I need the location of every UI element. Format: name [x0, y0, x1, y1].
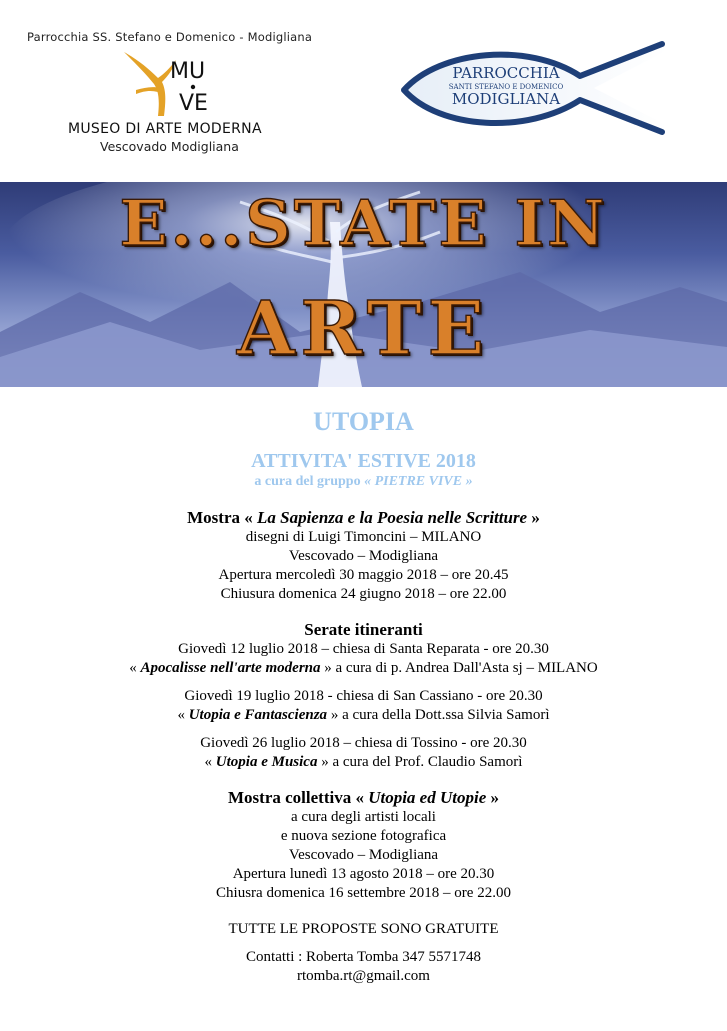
event-item [0, 734, 727, 772]
exhibition-venue: Vescovado – Modigliana [288, 548, 439, 564]
collective-line1: a cura degli artisti locali [291, 809, 436, 825]
fish-place: MODIGLIANA [451, 90, 561, 108]
exhibition-opening: Apertura mercoledì 30 maggio 2018 – ore 20.45 [218, 567, 509, 583]
exhibition-title: La Sapienza e la Poesia nelle Scritture [257, 508, 528, 527]
contacts: Contatti : Roberta Tomba 347 5571748 [246, 949, 481, 965]
curated-by [0, 473, 727, 490]
curated-group: « PIETRE VIVE » [364, 474, 473, 489]
subtitle: ATTIVITA' ESTIVE 2018 [251, 450, 476, 472]
banner-title-line1: E...STATE IN [119, 186, 608, 260]
curated-prefix: a cura del gruppo [254, 474, 365, 489]
event-detail: « Utopia e Musica » a cura del Prof. Claudio Samorì [204, 754, 523, 770]
banner-title-line2: ARTE [236, 286, 491, 372]
logo-mu-text: MU [170, 59, 206, 84]
museum-name: MUSEO DI ARTE MODERNA [68, 121, 262, 137]
event-detail: « Utopia e Fantascienza » a cura della Dott.ssa Silvia Samorì [177, 707, 550, 723]
contact-email[interactable]: rtomba.rt@gmail.com [297, 968, 430, 984]
collective-title: Utopia ed Utopie [368, 788, 487, 807]
event-title: Utopia e Fantascienza [188, 707, 328, 723]
parish-fish-logo [398, 38, 670, 138]
muve-logo [118, 46, 228, 120]
exhibition-closing: Chiusura domenica 24 giugno 2018 – ore 22.00 [220, 586, 507, 602]
page-title: UTOPIA [313, 407, 414, 436]
fish-title: PARROCCHIA [452, 64, 560, 82]
collective-closing: Chiusra domenica 16 settembre 2018 – ore 22.00 [216, 885, 511, 901]
collective-heading: Mostra collettiva « Utopia ed Utopie » [228, 788, 499, 807]
exhibition-section [0, 507, 727, 604]
content [0, 405, 727, 986]
free-notice: TUTTE LE PROPOSTE SONO GRATUITE [228, 921, 499, 937]
event-item [0, 687, 727, 725]
collective-opening: Apertura lunedì 13 agosto 2018 – ore 20.30 [232, 866, 495, 882]
evenings-section [0, 619, 727, 772]
event-when: Giovedì 12 luglio 2018 – chiesa di Santa Reparata - ore 20.30 [178, 641, 549, 657]
museum-subtitle: Vescovado Modigliana [100, 139, 239, 154]
footer [0, 920, 727, 986]
evenings-heading: Serate itineranti [304, 620, 423, 639]
header [0, 0, 727, 180]
exhibition-heading: Mostra « La Sapienza e la Poesia nelle Scritture » [187, 508, 540, 527]
fish-sub: SANTI STEFANO E DOMENICO [448, 83, 564, 91]
event-when: Giovedì 26 luglio 2018 – chiesa di Tossino - ore 20.30 [200, 735, 527, 751]
event-title: Apocalisse nell'arte moderna [140, 660, 321, 676]
logo-ve-text: VE [179, 91, 208, 116]
collective-line2: e nuova sezione fotografica [280, 828, 447, 844]
banner [0, 182, 727, 387]
event-item [0, 640, 727, 678]
event-detail: « Apocalisse nell'arte moderna » a cura di p. Andrea Dall'Asta sj – MILANO [129, 660, 598, 676]
event-title: Utopia e Musica [215, 754, 318, 770]
parish-line: Parrocchia SS. Stefano e Domenico - Modigliana [27, 30, 313, 44]
muve-figure-icon [124, 52, 176, 116]
exhibition-drawings: disegni di Luigi Timoncini – MILANO [245, 529, 482, 545]
collective-venue: Vescovado – Modigliana [288, 847, 439, 863]
event-when: Giovedì 19 luglio 2018 - chiesa di San Cassiano - ore 20.30 [184, 688, 543, 704]
collective-section [0, 787, 727, 903]
